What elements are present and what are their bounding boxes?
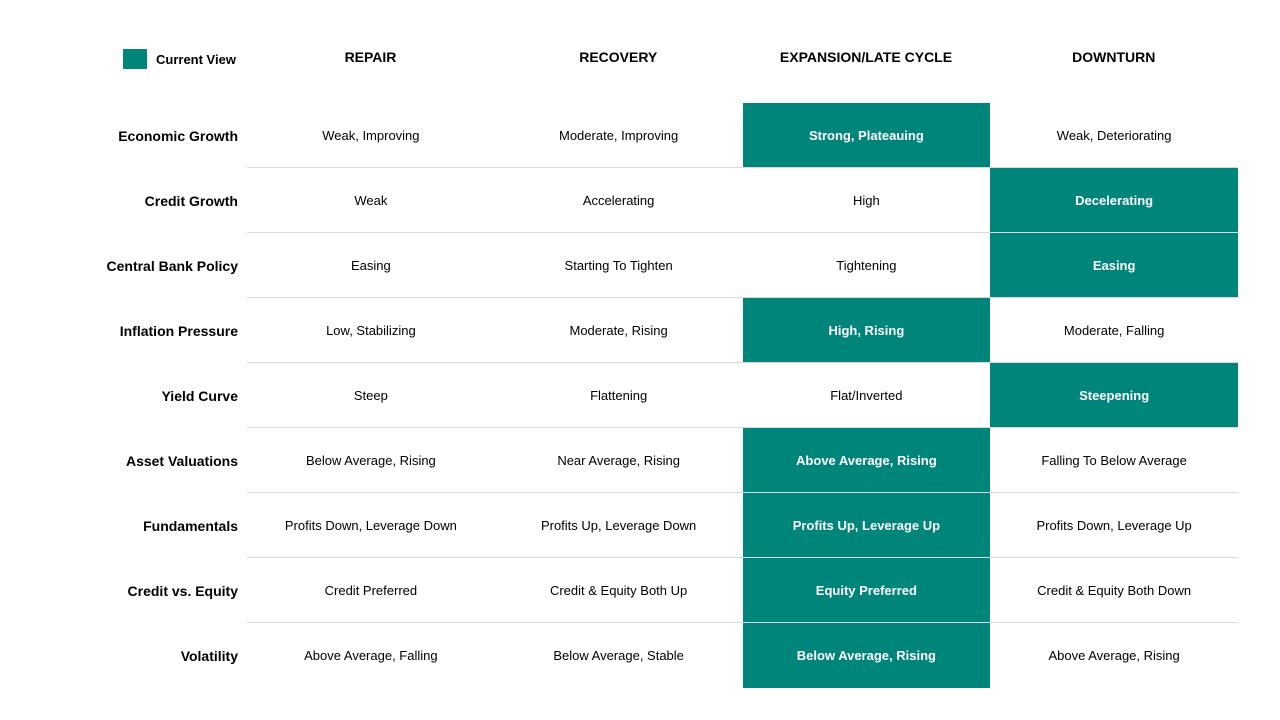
column-header-3: DOWNTURN bbox=[1072, 49, 1156, 65]
table-cell: Moderate, Improving bbox=[559, 127, 679, 143]
table-cell: High bbox=[853, 192, 880, 208]
table-row bbox=[247, 428, 1238, 493]
row-label: Economic Growth bbox=[118, 127, 238, 144]
table-cell: Profits Down, Leverage Down bbox=[284, 517, 457, 533]
row-label: Credit vs. Equity bbox=[127, 582, 238, 599]
table-cell: Flat/Inverted bbox=[830, 387, 903, 403]
table-cell: Credit & Equity Both Down bbox=[1037, 582, 1192, 598]
table-cell: Flattening bbox=[590, 387, 648, 403]
table-row bbox=[247, 168, 1238, 233]
table-cell: Starting To Tighten bbox=[564, 257, 673, 273]
table-row bbox=[247, 623, 1238, 688]
legend bbox=[123, 49, 236, 69]
table-row bbox=[247, 493, 1238, 558]
row-label: Fundamentals bbox=[143, 517, 238, 534]
legend-swatch bbox=[123, 49, 147, 69]
table-cell: Tightening bbox=[836, 257, 897, 273]
table-cell: Weak, Improving bbox=[322, 127, 420, 143]
current-view-cell: Below Average, Rising bbox=[743, 623, 991, 688]
legend-label: Current View bbox=[156, 52, 236, 67]
table-cell: Credit & Equity Both Up bbox=[549, 582, 688, 598]
table-row bbox=[247, 233, 1238, 298]
table-cell: Above Average, Falling bbox=[304, 648, 438, 663]
table-row bbox=[247, 103, 1238, 168]
table-cell: Falling To Below Average bbox=[1041, 452, 1187, 468]
row-label: Volatility bbox=[180, 647, 238, 664]
table-cell: Weak, Deteriorating bbox=[1056, 127, 1172, 143]
table-cell: Easing bbox=[351, 257, 391, 273]
table-cell: Above Average, Rising bbox=[1048, 648, 1180, 663]
table-cell: Moderate, Rising bbox=[569, 322, 668, 338]
row-label: Credit Growth bbox=[144, 192, 238, 209]
table-cell: Low, Stabilizing bbox=[326, 322, 416, 338]
current-view-cell: Steepening bbox=[990, 363, 1238, 427]
table-cell: Weak bbox=[354, 192, 388, 208]
table-cell: Profits Up, Leverage Down bbox=[540, 517, 697, 533]
current-view-cell: Equity Preferred bbox=[743, 558, 991, 622]
table-row bbox=[247, 298, 1238, 363]
row-label: Asset Valuations bbox=[125, 452, 238, 469]
table-cell: Below Average, Rising bbox=[305, 452, 436, 468]
current-view-cell: Above Average, Rising bbox=[743, 428, 991, 492]
table-cell: Below Average, Stable bbox=[553, 648, 684, 663]
cycle-table bbox=[247, 103, 1238, 688]
table-cell: Profits Down, Leverage Up bbox=[1036, 517, 1192, 533]
current-view-cell: High, Rising bbox=[743, 298, 991, 362]
current-view-cell: Strong, Plateauing bbox=[743, 103, 991, 167]
current-view-cell: Profits Up, Leverage Up bbox=[743, 493, 991, 557]
row-label: Yield Curve bbox=[161, 387, 238, 404]
table-cell: Near Average, Rising bbox=[557, 452, 680, 468]
table-cell: Steep bbox=[353, 387, 388, 403]
table-cell: Credit Preferred bbox=[324, 582, 418, 598]
table-row bbox=[247, 363, 1238, 428]
table-cell: Moderate, Falling bbox=[1063, 322, 1165, 338]
table-row bbox=[247, 558, 1238, 623]
current-view-cell: Decelerating bbox=[990, 168, 1238, 232]
table-cell: Accelerating bbox=[582, 192, 655, 208]
column-header-2: EXPANSION/LATE CYCLE bbox=[779, 49, 953, 65]
column-header-1: RECOVERY bbox=[579, 49, 658, 65]
column-header-0: REPAIR bbox=[344, 49, 397, 65]
row-label: Inflation Pressure bbox=[119, 322, 238, 339]
current-view-cell: Easing bbox=[990, 233, 1238, 297]
row-label: Central Bank Policy bbox=[106, 257, 238, 274]
